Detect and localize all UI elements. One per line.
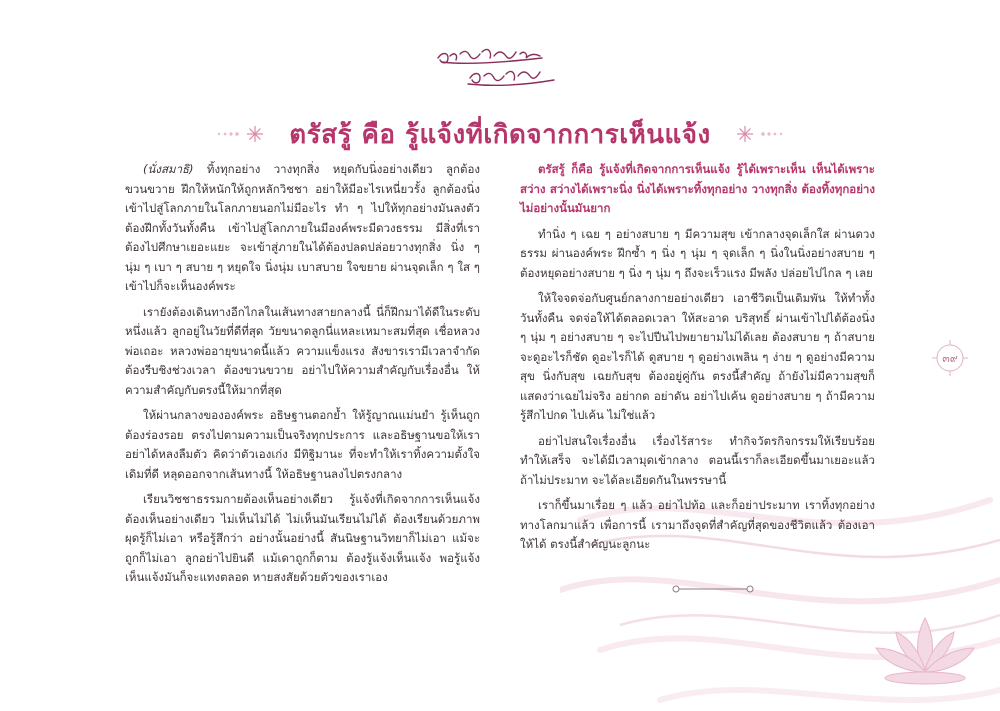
page-number-label: ๓๙ <box>942 352 958 365</box>
left-paragraph-2: เรายังต้องเดินทางอีกไกลในเส้นทางสายกลางนี้ นี่ก็ฝึกมาได้ดีในระดับหนึ่งแล้ว ลูกอยู่ในวัยที่ดีที่สุด วัยขนาดลูกนี่แหละเหมาะสมที่สุด เชื่อหลวงพ่อเถอะ หลวงพ่ออายุขนาดนี้แล้ว ความแข็งแรง สังขารเรามีเวลาจำกัด ต้องรีบชิงช่วงเวลา ต้องขวนขวาย อย่าไปให้ความสำคัญกับเรื่องอื่น ให้ความสำคัญกับตรงนี้ให้มากที่สุด <box>125 304 480 397</box>
left-paragraph-3: ให้ผ่านกลางขององค์พระ อธิษฐานตอกย้ำ ให้รู้ญาณแม่นยำ รู้เห็นถูกต้องร่องรอย ตรงไปตามความเป็นจริงทุกประการ และอธิษฐานขอให้เราอย่าได้หลงลืมตัว คิดว่าตัวเองเก่ง มีทิฐิมานะ ที่จะทำให้เราทิ้งความตั้งใจเดิมที่ดี หลุดออกจากเส้นทางนี้ ให้อธิษฐานลงไปตรงกลาง <box>125 408 480 481</box>
lotus-icon <box>870 608 980 688</box>
right-paragraph-4: เราก็ขึ้นมาเรื่อย ๆ แล้ว อย่าไปท้อ และก็อย่าประมาท เราทิ้งทุกอย่างทางโลกมาแล้ว เพื่อการนี้ เรามาถึงจุดที่สำคัญที่สุดของชีวิตแล้ว ต้องเอาให้ได้ ตรงนี้สำคัญนะลูกนะ <box>520 498 875 551</box>
paragraph-text: ทิ้งทุกอย่าง วางทุกสิ่ง หยุดกับนิ่งอย่างเดียว ลูกต้องขวนขวาย ฝึกให้หนักให้ถูกหลักวิชชา อย่าให้มีอะไรเหนี่ยวรั้ง ลูกต้องนิ่งเข้าไปสู่โลกภายในโลกภายนอกไม่มีอะไร ทำ ๆ ไปให้ทุกอย่างมันลงตัว ต้องฝึกทั้งวันทั้งคืน เข้าไปสู่โลกภายในมีองค์พระมีดวงธรรม มีสิ่งที่เราต้องไปศึกษาเยอะแยะ จะเข้าสู่ภายในได้ต้องปลดปล่อยวางทุกสิ่ง นิ่ง ๆ นุ่ม ๆ เบา ๆ สบาย ๆ หยุดใจ นิ่งนุ่ม เบาสบาย ใจขยาย ผ่านจุดเล็ก ๆ ใส ๆ เข้าไปก็จะเห็นองค์พระ <box>125 162 480 293</box>
left-paragraph-4: เรียนวิชชาธรรมกายต้องเห็นอย่างเดียว รู้แจ้งที่เกิดจากการเห็นแจ้ง ต้องเห็นอย่างเดียว ไม่เห็นไม่ได้ ไม่เห็นมันเรียนไม่ได้ ต้องเรียนด้วยภาพ ผุดรู้ก็ไม่เอา หรือรู้สึกว่า อย่างนั้นอย่างนี้ สันนิษฐานวิทยาก็ไม่เอา แม้จะถูกก็ไม่เอา ลูกอย่าไปยินดี แม้เดาถูกก็ตาม ต้องรู้แจ้งเห็นแจ้ง พอรู้แจ้งเห็นแจ้งมันก็จะแทงตลอด หายสงสัยด้วยตัวของเราเอง <box>125 492 480 584</box>
right-column <box>520 160 875 561</box>
page-title: ตรัสรู้ คือ รู้แจ้งที่เกิดจากการเห็นแจ้ง <box>289 119 711 150</box>
right-paragraph-3: อย่าไปสนใจเรื่องอื่น เรื่องไร้สาระ ทำกิจวัตรกิจกรรมให้เรียบร้อย ทำให้เสร็จ จะได้มีเวลามุดเข้ากลาง ตอนนี้เราก็ละเอียดขึ้นมาเยอะแล้ว ถ้าไม่ประมาท จะได้ละเอียดกันในพรรษานี้ <box>520 433 875 487</box>
left-paragraph-1 <box>125 160 480 297</box>
section-divider <box>672 584 754 594</box>
italic-prefix: (นั่งสมาธิ) <box>143 162 194 176</box>
lead-paragraph: ตรัสรู้ ก็คือ รู้แจ้งที่เกิดจากการเห็นแจ้ง รู้ได้เพราะเห็น เห็นได้เพราะสว่าง สว่างได้เพราะนิ่ง นิ่งได้เพราะทิ้งทุกอย่าง วางทุกสิ่ง ต้องทิ้งทุกอย่าง ไม่อย่างนั้นมันยาก <box>520 162 875 215</box>
right-paragraph-2: ให้ใจจดจ่อกับศูนย์กลางกายอย่างเดียว เอาชีวิตเป็นเดิมพัน ให้ทำทั้งวันทั้งคืน จดจ่อให้ได้ตลอดเวลา ให้สะอาด บริสุทธิ์ ผ่านเข้าไปได้ต้องนิ่ง ๆ นุ่ม ๆ อย่างสบาย ๆ จะไปปีนไปพยายามไม่ได้เลย ต้องสบาย ๆ ถ้าสบายจะดูอะไรก็ชัด ดูอะไรก็ได้ ดูสบาย ๆ ดูอย่างเพลิน ๆ ง่าย ๆ ดูอย่างมีความสุข นิ่งกับสุข เฉยกับสุข ต้องอยู่คู่กัน ตรงนี้สำคัญ ถ้ายังไม่มีความสุขก็แสดงว่าเฉยไม่จริง อย่ากด อย่าดัน อย่าไปเค้น ดูอย่างสบาย ๆ ถ้ามีความรู้สึกไปกด ไปเค้น ไม่ใช่แล้ว <box>520 291 875 422</box>
title-row <box>0 112 1000 156</box>
ornament-left-icon <box>215 125 271 143</box>
right-paragraph-1: ทำนิ่ง ๆ เฉย ๆ อย่างสบาย ๆ มีความสุข เข้ากลางจุดเล็กใส ผ่านดวงธรรม ผ่านองค์พระ ฝึกซ้ำ ๆ นิ่ง ๆ นุ่ม ๆ จุดเล็ก ๆ นิ่งในนิ่งอย่างสบาย ๆ ต้องหยุดอย่างสบาย ๆ นิ่ง ๆ นุ่ม ๆ ถึงจะเร็วแรง มีพลัง ปล่อยไปไกล ๆ เลย <box>520 226 875 280</box>
signature-calligraphy <box>430 40 560 92</box>
page-number <box>930 338 970 378</box>
left-column <box>125 160 480 594</box>
ornament-right-icon <box>729 125 785 143</box>
